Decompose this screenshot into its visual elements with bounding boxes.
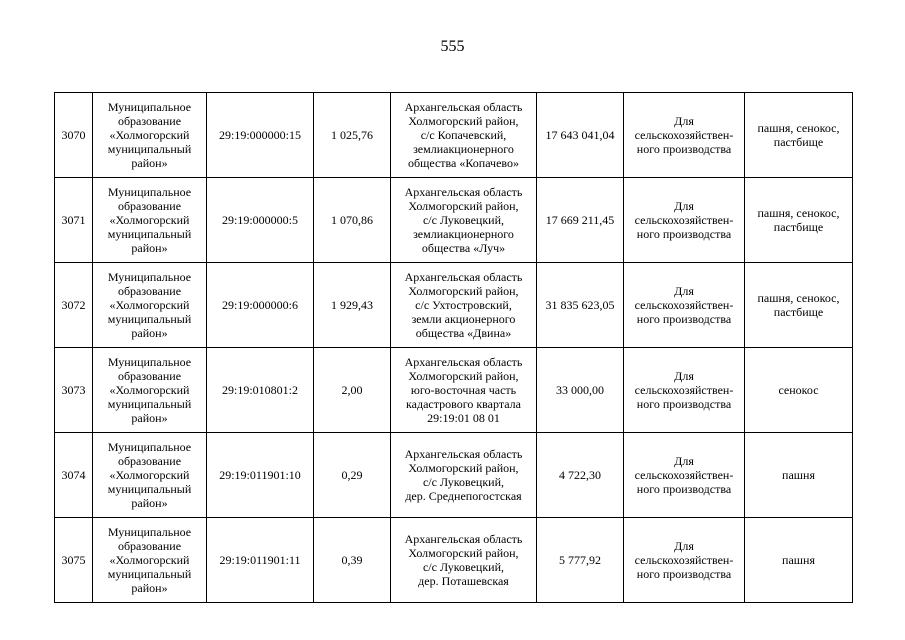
row-number-cell <box>55 518 93 603</box>
location-line: землиакционерного <box>413 142 514 156</box>
location-line: с/с Ухтостровский, <box>415 298 512 312</box>
owner-cell <box>93 518 207 603</box>
owner-line: образование <box>117 539 182 553</box>
table-row <box>55 348 853 433</box>
location-line: Архангельская область <box>404 355 523 369</box>
owner-line: Муниципальное <box>107 185 192 199</box>
location-cell <box>391 348 537 433</box>
row-number-cell <box>55 178 93 263</box>
usage-cell <box>745 348 853 433</box>
owner-line: образование <box>117 369 182 383</box>
location-cell <box>391 178 537 263</box>
owner-line: район» <box>131 581 168 595</box>
owner-line: муниципальный <box>107 312 192 326</box>
location-line: Холмогорский район, <box>408 461 519 475</box>
purpose-line: ного производства <box>636 227 732 241</box>
cadastral-number-text: 29:19:000000:6 <box>221 298 298 312</box>
location-line: общества «Луч» <box>421 241 506 255</box>
table-row <box>55 178 853 263</box>
page-number: 555 <box>440 38 465 55</box>
usage-line: пастбище <box>773 135 824 149</box>
cadastral-number-cell <box>207 178 314 263</box>
location-line: общества «Копачево» <box>408 156 519 170</box>
table-row <box>55 518 853 603</box>
location-line: с/с Луковецкий, <box>422 213 505 227</box>
purpose-line: сельскохозяйствен- <box>634 553 734 567</box>
purpose-line: сельскохозяйствен- <box>634 128 734 142</box>
owner-cell <box>93 93 207 178</box>
location-line: Холмогорский район, <box>408 199 519 213</box>
purpose-line: Для <box>674 199 694 213</box>
owner-cell <box>93 178 207 263</box>
row-number-text: 3075 <box>61 553 86 567</box>
row-number-text: 3070 <box>61 128 86 142</box>
cadastral-number-text: 29:19:000000:5 <box>221 213 298 227</box>
purpose-line: Для <box>674 114 694 128</box>
row-number-text: 3074 <box>61 468 86 482</box>
cadastral-number-cell <box>207 433 314 518</box>
cadastral-number-text: 29:19:011901:10 <box>219 468 301 482</box>
usage-line: пашня, сенокос, <box>757 121 840 135</box>
owner-line: муниципальный <box>107 567 192 581</box>
owner-line: Муниципальное <box>107 270 192 284</box>
row-number-cell <box>55 433 93 518</box>
location-cell <box>391 433 537 518</box>
owner-line: муниципальный <box>107 482 192 496</box>
cadastral-value-text: 4 722,30 <box>559 468 601 482</box>
purpose-line: Для <box>674 539 694 553</box>
location-cell <box>391 93 537 178</box>
purpose-line: Для <box>674 369 694 383</box>
purpose-cell <box>624 433 745 518</box>
cadastral-value-cell <box>537 93 624 178</box>
usage-line: пашня, сенокос, <box>757 206 840 220</box>
area-cell <box>314 93 391 178</box>
owner-line: «Холмогорский <box>109 468 190 482</box>
location-line: Архангельская область <box>404 185 523 199</box>
cadastral-number-cell <box>207 348 314 433</box>
area-text: 2,00 <box>341 383 363 397</box>
location-line: Холмогорский район, <box>408 546 519 560</box>
purpose-line: ного производства <box>636 567 732 581</box>
location-line: с/с Копачевский, <box>420 128 507 142</box>
purpose-line: Для <box>674 454 694 468</box>
owner-line: образование <box>117 114 182 128</box>
owner-line: Муниципальное <box>107 100 192 114</box>
usage-line: пастбище <box>773 220 824 234</box>
purpose-line: сельскохозяйствен- <box>634 468 734 482</box>
cadastral-value-text: 31 835 623,05 <box>545 298 615 312</box>
row-number-cell <box>55 348 93 433</box>
purpose-line: ного производства <box>636 482 732 496</box>
location-line: Холмогорский район, <box>408 284 519 298</box>
cadastral-value-cell <box>537 433 624 518</box>
land-plots-table <box>54 92 853 603</box>
table-row <box>55 433 853 518</box>
location-line: Архангельская область <box>404 100 523 114</box>
location-line: Архангельская область <box>404 447 523 461</box>
location-line: Холмогорский район, <box>408 369 519 383</box>
owner-line: «Холмогорский <box>109 128 190 142</box>
cadastral-number-text: 29:19:000000:15 <box>218 128 301 142</box>
purpose-line: ного производства <box>636 397 732 411</box>
location-cell <box>391 518 537 603</box>
owner-line: «Холмогорский <box>109 383 190 397</box>
usage-line: пашня <box>782 468 815 482</box>
usage-cell <box>745 93 853 178</box>
purpose-line: сельскохозяйствен- <box>634 298 734 312</box>
purpose-line: сельскохозяйствен- <box>634 213 734 227</box>
owner-line: образование <box>117 199 182 213</box>
location-line: юго-восточная часть <box>410 383 517 397</box>
purpose-line: Для <box>674 284 694 298</box>
owner-line: район» <box>131 326 168 340</box>
location-line: землиакционерного <box>413 227 514 241</box>
area-text: 1 070,86 <box>331 213 373 227</box>
cadastral-value-cell <box>537 178 624 263</box>
area-cell <box>314 263 391 348</box>
area-cell <box>314 518 391 603</box>
area-text: 1 929,43 <box>331 298 373 312</box>
area-cell <box>314 178 391 263</box>
owner-cell <box>93 433 207 518</box>
location-line: земли акционерного <box>411 312 516 326</box>
owner-line: район» <box>131 496 168 510</box>
cadastral-value-text: 17 643 041,04 <box>545 128 615 142</box>
location-line: с/с Луковецкий, <box>422 560 505 574</box>
owner-line: «Холмогорский <box>109 298 190 312</box>
cadastral-value-text: 17 669 211,45 <box>545 213 615 227</box>
location-line: Архангельская область <box>404 270 523 284</box>
table-row <box>55 93 853 178</box>
owner-line: район» <box>131 411 168 425</box>
location-line: 29:19:01 08 01 <box>427 411 500 425</box>
owner-line: район» <box>131 156 168 170</box>
purpose-cell <box>624 348 745 433</box>
area-cell <box>314 348 391 433</box>
cadastral-number-cell <box>207 93 314 178</box>
table-row <box>55 263 853 348</box>
cadastral-value-cell <box>537 348 624 433</box>
purpose-cell <box>624 518 745 603</box>
cadastral-value-cell <box>537 518 624 603</box>
row-number-text: 3073 <box>61 383 86 397</box>
owner-line: образование <box>117 454 182 468</box>
owner-line: образование <box>117 284 182 298</box>
area-text: 0,29 <box>341 468 363 482</box>
cadastral-value-text: 5 777,92 <box>559 553 601 567</box>
row-number-cell <box>55 93 93 178</box>
usage-cell <box>745 433 853 518</box>
cadastral-number-text: 29:19:010801:2 <box>221 383 298 397</box>
owner-line: Муниципальное <box>107 525 192 539</box>
location-line: с/с Луковецкий, <box>422 475 505 489</box>
owner-line: район» <box>131 241 168 255</box>
owner-line: муниципальный <box>107 142 192 156</box>
cadastral-value-text: 33 000,00 <box>556 383 604 397</box>
purpose-line: сельскохозяйствен- <box>634 383 734 397</box>
location-line: кадастрового квартала <box>406 397 521 411</box>
row-number-text: 3071 <box>61 213 86 227</box>
purpose-cell <box>624 178 745 263</box>
location-line: дер. Среднепогостская <box>405 489 522 503</box>
purpose-line: ного производства <box>636 312 732 326</box>
area-text: 0,39 <box>341 553 363 567</box>
usage-line: пашня, сенокос, <box>757 291 840 305</box>
area-cell <box>314 433 391 518</box>
location-line: общества «Двина» <box>415 326 512 340</box>
area-text: 1 025,76 <box>331 128 373 142</box>
table-body <box>55 93 853 603</box>
usage-cell <box>745 518 853 603</box>
cadastral-number-text: 29:19:011901:11 <box>219 553 301 567</box>
cadastral-number-cell <box>207 518 314 603</box>
location-cell <box>391 263 537 348</box>
location-line: дер. Поташевская <box>418 574 509 588</box>
purpose-cell <box>624 93 745 178</box>
owner-line: «Холмогорский <box>109 553 190 567</box>
owner-line: Муниципальное <box>107 440 192 454</box>
owner-line: муниципальный <box>107 397 192 411</box>
row-number-cell <box>55 263 93 348</box>
cadastral-number-cell <box>207 263 314 348</box>
owner-line: Муниципальное <box>107 355 192 369</box>
usage-cell <box>745 178 853 263</box>
location-line: Холмогорский район, <box>408 114 519 128</box>
usage-line: пашня <box>782 553 815 567</box>
usage-line: сенокос <box>778 383 819 397</box>
owner-cell <box>93 263 207 348</box>
cadastral-value-cell <box>537 263 624 348</box>
usage-cell <box>745 263 853 348</box>
owner-cell <box>93 348 207 433</box>
location-line: Архангельская область <box>404 532 523 546</box>
owner-line: «Холмогорский <box>109 213 190 227</box>
owner-line: муниципальный <box>107 227 192 241</box>
usage-line: пастбище <box>773 305 824 319</box>
purpose-line: ного производства <box>636 142 732 156</box>
purpose-cell <box>624 263 745 348</box>
row-number-text: 3072 <box>61 298 86 312</box>
